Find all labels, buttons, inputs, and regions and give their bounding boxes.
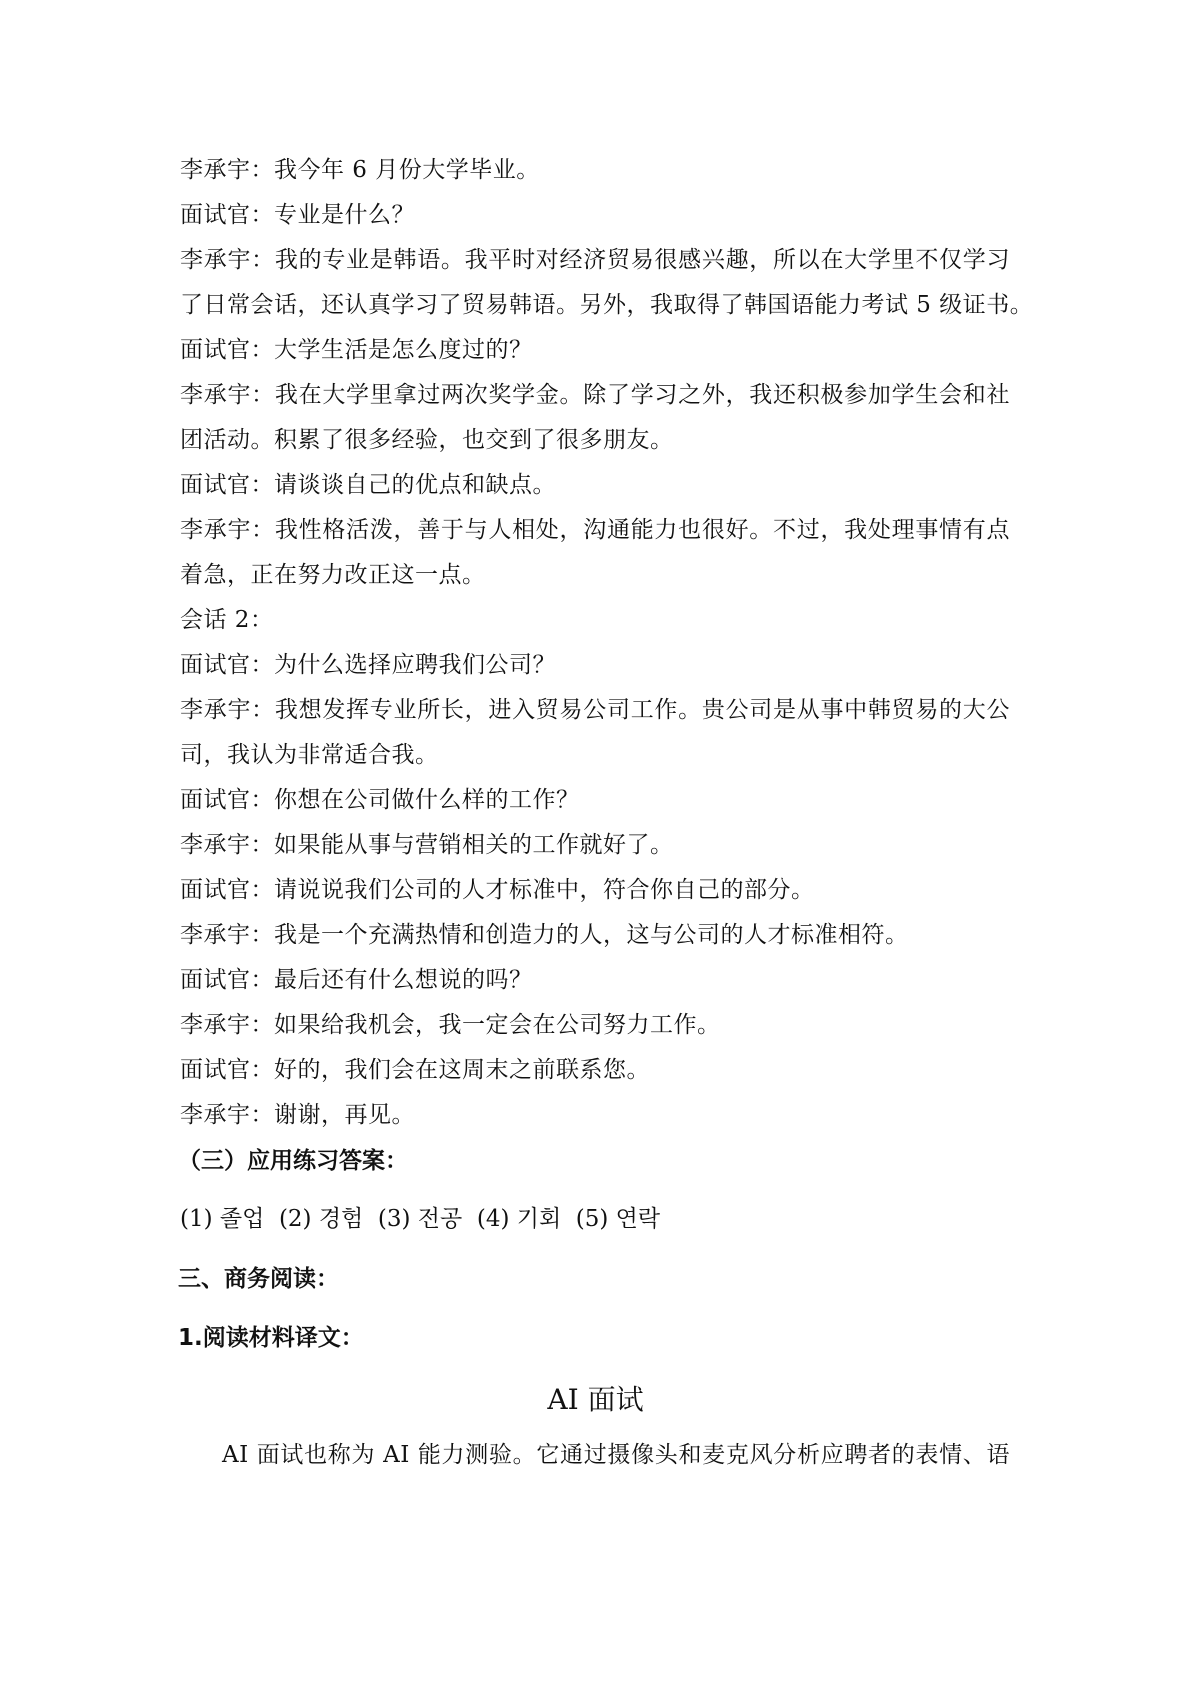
dialogue-line: 李承宇：我在大学里拿过两次奖学金。除了学习之外，我还积极参加学生会和社 xyxy=(180,382,1010,408)
dialogue-line: 面试官：请说说我们公司的人才标准中，符合你自己的部分。 xyxy=(180,877,815,903)
dialogue-line: 面试官：最后还有什么想说的吗？ xyxy=(180,967,533,993)
dialogue-line: 着急，正在努力改正这一点。 xyxy=(180,562,486,588)
section-3-heading: 三、商务阅读： xyxy=(178,1266,339,1292)
article-title: AI 面试 xyxy=(547,1383,644,1416)
dialogue-line: 了日常会话，还认真学习了贸易韩语。另外，我取得了韩国语能力考试 5 级证书。 xyxy=(180,292,1034,318)
answers-line: (1) 졸업 (2) 경험 (3) 전공 (4) 기회 (5) 연락 xyxy=(180,1206,661,1232)
dialogue-line: 团活动。积累了很多经验，也交到了很多朋友。 xyxy=(180,427,674,453)
dialogue-subheading: 会话 2： xyxy=(180,607,274,633)
dialogue-line: 面试官：请谈谈自己的优点和缺点。 xyxy=(180,472,556,498)
dialogue-line: 面试官：好的，我们会在这周末之前联系您。 xyxy=(180,1057,650,1083)
dialogue-line: 司，我认为非常适合我。 xyxy=(180,742,439,768)
dialogue-line: 面试官：你想在公司做什么样的工作？ xyxy=(180,787,580,813)
dialogue-line: 李承宇：我性格活泼，善于与人相处，沟通能力也很好。不过，我处理事情有点 xyxy=(180,517,1010,543)
dialogue-line: 李承宇：谢谢，再见。 xyxy=(180,1102,415,1128)
dialogue-line: 面试官：专业是什么？ xyxy=(180,202,415,228)
dialogue-line: 面试官：大学生活是怎么度过的？ xyxy=(180,337,533,363)
dialogue-line: 李承宇：我是一个充满热情和创造力的人，这与公司的人才标准相符。 xyxy=(180,922,909,948)
reading-heading: 1.阅读材料译文： xyxy=(178,1325,364,1351)
section-answers-heading: （三）应用练习答案： xyxy=(178,1148,408,1174)
dialogue-line: 李承宇：我的专业是韩语。我平时对经济贸易很感兴趣，所以在大学里不仅学习 xyxy=(180,247,1010,273)
dialogue-line: 李承宇：我今年 6 月份大学毕业。 xyxy=(180,157,540,183)
article-paragraph-line: AI 面试也称为 AI 能力测验。它通过摄像头和麦克风分析应聘者的表情、语 xyxy=(222,1442,1010,1468)
dialogue-line: 李承宇：我想发挥专业所长，进入贸易公司工作。贵公司是从事中韩贸易的大公 xyxy=(180,697,1010,723)
dialogue-line: 李承宇：如果能从事与营销相关的工作就好了。 xyxy=(180,832,674,858)
dialogue-line: 面试官：为什么选择应聘我们公司？ xyxy=(180,652,556,678)
dialogue-line: 李承宇：如果给我机会，我一定会在公司努力工作。 xyxy=(180,1012,721,1038)
